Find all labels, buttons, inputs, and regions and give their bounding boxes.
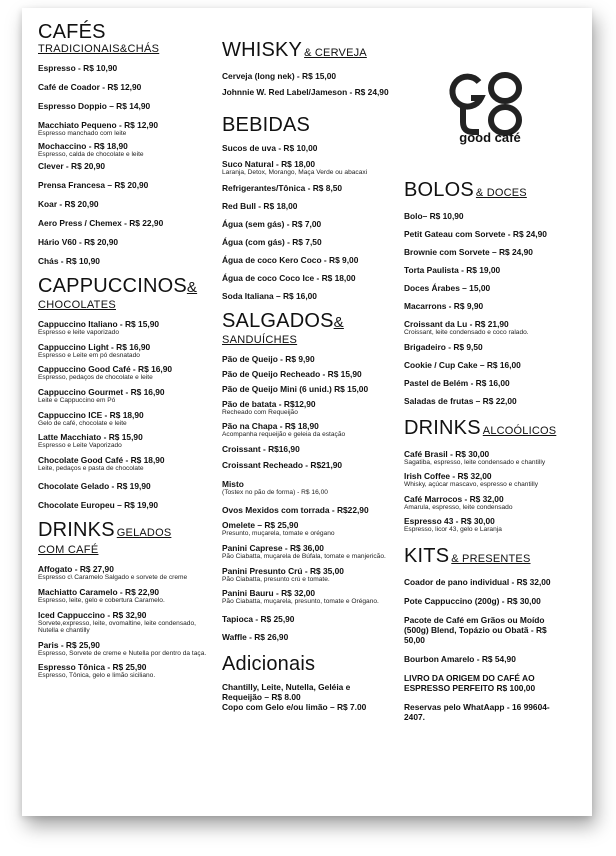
item-name-price: Latte Macchiato - R$ 15,90 [38,432,143,443]
item-name-price: Chantilly, Leite, Nutella, Geléia e Requeijão – R$ 8.00 [222,681,351,702]
menu-item [38,610,218,635]
menu-item [404,342,566,352]
menu-section [38,276,218,510]
menu-item [222,588,390,606]
item-name-price: Doces Árabes – 15,00 [404,283,491,293]
menu-item [222,143,390,153]
menu-item [38,410,218,428]
item-list [38,319,218,510]
menu-section [404,180,566,406]
item-description: Espresso, Sorvete de creme e Nutella por dentro da taça. [38,649,207,657]
item-name-price: Brownie com Sorvete – R$ 24,90 [404,247,533,257]
section-title-text: SALGADOS [222,309,334,332]
menu-item [222,460,390,470]
item-description: Espresso, pedaços de chocolate e leite [38,374,153,382]
menu-section [222,40,390,97]
menu-item [38,342,218,360]
menu-item [38,120,218,138]
section-title [222,654,390,674]
menu-section [222,654,390,712]
menu-item [404,702,566,722]
menu-item [222,255,390,265]
item-name-price: Affogato - R$ 27,90 [38,564,114,575]
item-description: Whisky, açúcar mascavo, espresso e chantilly [404,481,538,489]
section-title [38,22,218,42]
menu-item [404,319,566,337]
section-subtitle-line2: COM CAFÉ [38,544,99,557]
item-name-price: Suco Natural - R$ 18,00 [222,159,316,169]
section-title-tail: & [186,279,198,297]
item-description: Espresso, licor 43, gelo e Laranja [404,526,502,534]
menu-item [222,291,390,301]
menu-item [38,82,218,92]
item-list [222,682,390,712]
menu-item [404,378,566,388]
menu-item [38,662,218,680]
item-name-price: Cappuccino ICE - R$ 18,90 [38,409,144,420]
item-name-price: Petit Gateau com Sorvete - R$ 24,90 [404,229,547,239]
item-list [222,71,390,97]
menu-item [38,101,218,111]
menu-item [222,399,390,417]
item-description: Leite e Cappuccino em Pó [38,396,116,404]
item-name-price: Croissant - R$16,90 [222,443,300,454]
menu-item [222,183,390,193]
item-name-price: Soda Italiana – R$ 16,00 [222,290,317,301]
item-name-price: Tapioca - R$ 25,90 [222,613,295,624]
menu-item [404,229,566,239]
item-description: Gelo de café, chocolate e leite [38,419,127,427]
item-list [404,211,566,406]
section-subtitle: CHOCOLATES [38,299,116,312]
menu-item [222,219,390,229]
item-name-price: Johnnie W. Red Label/Jameson - R$ 24,90 [222,87,389,97]
menu-item [404,471,566,489]
menu-item [222,201,390,211]
item-description: Acompanha requeijão e geleia da estação [222,431,346,439]
menu-item [222,273,390,283]
menu-item [38,500,218,510]
menu-item [404,673,566,693]
menu-item [404,360,566,370]
menu-item [404,396,566,406]
item-name-price: Espresso Doppio – R$ 14,90 [38,101,151,111]
section-title-text: DRINKS [404,416,481,439]
section-title [404,180,566,203]
menu-item [38,481,218,491]
section-title [404,418,566,441]
item-description: Espresso, Tônica, gelo e limão siciliano. [38,672,156,680]
item-name-price: Brigadeiro - R$ 9,50 [404,341,483,352]
menu-item [404,494,566,512]
menu-item [222,384,390,394]
item-description: Leite, pedaços e pasta de chocolate [38,464,144,472]
item-name-price: Panini Presunto Crú - R$ 35,00 [222,565,344,576]
menu-item [404,283,566,293]
menu-item [222,71,390,81]
item-description: Sagatiba, espresso, leite condensado e chantilly [404,458,546,466]
item-name-price: Waffle - R$ 26,90 [222,631,289,642]
item-name-price: Koar - R$ 20,90 [38,199,99,210]
item-description: Croissant, leite condensado e coco ralado. [404,329,529,336]
section-subtitle: SANDUÍCHES [222,333,298,346]
menu-item [222,369,390,379]
item-name-price: Pote Cappuccino (200g) - R$ 30,00 [404,595,541,606]
menu-item [38,237,218,247]
menu-item [222,702,390,712]
item-name-price: Espresso - R$ 10,90 [38,63,118,73]
menu-item [404,516,566,534]
item-name-price: Cookie / Cup Cake – R$ 16,00 [404,359,521,370]
menu-item [404,596,566,606]
item-name-price: Chocolate Good Café - R$ 18,90 [38,454,165,465]
menu-item [222,520,390,538]
item-name-price: Misto [222,478,244,489]
item-description: Espresso, leite, gelo e cobertura Caramelo. [38,596,165,604]
item-name-price: Café de Coador - R$ 12,90 [38,82,142,92]
section-title [38,276,218,298]
menu-item [222,479,390,497]
section-title [222,115,390,135]
section-title-text: CAFÉS [38,21,106,43]
menu-section [38,520,218,680]
item-name-price: Pão de Queijo - R$ 9,90 [222,353,315,364]
menu-section [38,22,218,266]
section-title-text: DRINKS [38,519,115,542]
item-description: Espresso manchado com leite [38,130,127,137]
section-title [222,311,390,333]
item-description: Amarula, espresso, leite condensado [404,503,513,511]
item-name-price: Sucos de uva - R$ 10,00 [222,143,318,153]
item-name-price: Panini Bauru - R$ 32,00 [222,588,316,599]
item-name-price: Espresso 43 - R$ 30,00 [404,516,495,527]
item-name-price: Panini Caprese - R$ 36,00 [222,542,324,553]
menu-item [222,505,390,515]
menu-item [38,256,218,266]
item-name-price: Iced Cappuccino - R$ 32,90 [38,609,147,620]
item-name-price: Pão na Chapa - R$ 18,90 [222,421,319,432]
menu-item [38,218,218,228]
menu-item [38,161,218,171]
menu-item [38,455,218,473]
item-description: Laranja, Detox, Morango, Maça Verde ou abacaxi [222,169,368,176]
item-name-price: Red Bull - R$ 18,00 [222,200,298,211]
menu-item [38,387,218,405]
item-name-price: Clever - R$ 20,90 [38,161,106,172]
menu-section [404,418,566,534]
menu-item [38,319,218,337]
menu-item [404,211,566,221]
item-name-price: Coador de pano individual - R$ 32,00 [404,576,551,587]
item-list [222,143,390,301]
item-description: Espresso e leite vaporizado [38,329,120,337]
menu-item [404,301,566,311]
item-name-price: Torta Paulista - R$ 19,00 [404,265,501,275]
menu-item [222,159,390,177]
item-name-price: Pão de Queijo Recheado - R$ 15,90 [222,368,362,379]
section-subtitle: & DOCES [475,187,527,199]
item-name-price: Água (com gás) - R$ 7,50 [222,236,322,247]
section-title [38,520,218,543]
section-subtitle: TRADICIONAIS&CHÁS [38,43,160,55]
section-title [404,546,566,569]
menu-item [38,63,218,73]
menu-item [222,354,390,364]
item-list [38,564,218,680]
item-description: Espresso, calda de chocolate e leite [38,150,144,158]
item-name-price: Croissant Recheado - R$21,90 [222,459,343,470]
item-name-price: Omelete – R$ 25,90 [222,520,299,531]
column-middle [222,40,390,712]
menu-section [404,546,566,722]
logo-text: good café [459,130,521,145]
menu-item [222,566,390,584]
item-name-price: Pastel de Belém - R$ 16,00 [404,377,510,388]
menu-item [38,564,218,582]
item-name-price: Pão de batata - R$12,90 [222,398,316,409]
menu-item [38,432,218,450]
item-description: Presunto, muçarela, tomate e orégano [222,530,335,538]
menu-item [222,87,390,97]
item-name-price: Bolo– R$ 10,90 [404,211,464,221]
section-title [222,40,390,63]
item-name-price: Ovos Mexidos com torrada - R$22,90 [222,505,369,516]
item-description: Espresso e Leite em pó desnatado [38,351,140,359]
item-name-price: Macchiato Pequeno - R$ 12,90 [38,120,159,130]
menu-item [38,364,218,382]
item-name-price: Café Marrocos - R$ 32,00 [404,493,504,504]
menu-item [404,577,566,587]
item-description: (Tostex no pão de forma) - R$ 16,00 [222,488,328,496]
item-name-price: Cerveja (long nek) - R$ 15,00 [222,71,337,81]
column-right [404,180,566,722]
menu-item [404,654,566,664]
item-name-price: Hário V60 - R$ 20,90 [38,237,119,248]
menu-item [222,543,390,561]
item-description: Pão Ciabatta, muçarela, presunto, tomate e Orégano. [222,598,379,606]
item-name-price: Irish Coffee - R$ 32,00 [404,471,492,482]
section-subtitle: GELADOS [116,527,172,540]
item-name-price: Água de coco Coco Ice - R$ 18,00 [222,272,356,283]
item-name-price: Bourbon Amarelo - R$ 54,90 [404,653,516,664]
item-description: Recheado com Requeijão [222,408,298,416]
section-subtitle: ALCOÓLICOS [482,424,557,437]
item-name-price: Pão de Queijo Mini (6 unid.) R$ 15,00 [222,383,369,394]
section-subtitle: & PRESENTES [451,552,531,565]
item-name-price: Copo com Gelo e/ou limão – R$ 7.00 [222,701,367,712]
menu-item [222,632,390,642]
item-name-price: Reservas pelo WhatAapp - 16 99604-2407. [404,701,550,722]
item-name-price: Mochaccino - R$ 18,90 [38,140,128,151]
item-name-price: Machiatto Caramelo - R$ 22,90 [38,586,160,597]
item-description: Sorvete,expresso, leite, ovomaltine, leite condensado, Nutella e chantilly [38,619,196,635]
menu-item [222,237,390,247]
section-title-text: BOLOS [404,179,474,201]
section-subtitle: & CERVEJA [304,47,367,59]
menu-item [38,199,218,209]
menu-item [38,587,218,605]
item-name-price: Aero Press / Chemex - R$ 22,90 [38,218,164,229]
item-description: Espresso e Leite Vaporizado [38,442,122,450]
menu-item [404,247,566,257]
item-name-price: Água (sem gás) - R$ 7,00 [222,218,322,229]
menu-item [222,444,390,454]
section-title-text: BEBIDAS [222,114,311,136]
menu-item [38,180,218,190]
item-name-price: Macarrons - R$ 9,90 [404,301,484,311]
section-title-tail: & [333,313,344,331]
item-list [404,449,566,534]
item-description: Pão Ciabatta, muçarela de Búfala, tomate e manjericão. [222,552,386,560]
section-title-text: KITS [404,544,450,567]
menu-item [222,682,390,702]
item-list [38,63,218,266]
menu-section [222,311,390,642]
item-name-price: Cappuccino Italiano - R$ 15,90 [38,319,160,330]
menu-item [38,141,218,159]
item-name-price: Refrigerantes/Tônica - R$ 8,50 [222,182,343,193]
item-name-price: Pacote de Café em Grãos ou Moído (500g) Blend, Topázio ou Obatã - R$ 50,00 [404,614,547,645]
item-name-price: LIVRO DA ORIGEM DO CAFÉ AO ESPRESSO PERFEITO R$ 100,00 [404,672,536,693]
item-name-price: Café Brasil - R$ 30,00 [404,448,490,459]
item-name-price: Água de coco Kero Coco - R$ 9,00 [222,254,359,265]
menu-item [222,614,390,624]
column-left [38,22,218,680]
section-title-text: CAPPUCCINOS [38,275,187,298]
item-name-price: Prensa Francesa – R$ 20,90 [38,180,149,191]
item-name-price: Croissant da Lu - R$ 21,90 [404,319,509,329]
item-name-price: Chocolate Gelado - R$ 19,90 [38,481,151,492]
item-list [404,577,566,722]
item-list [222,354,390,642]
item-name-price: Cappuccino Good Café - R$ 16,90 [38,364,173,375]
menu-item [38,640,218,658]
item-name-price: Saladas de frutas – R$ 22,00 [404,395,517,406]
item-name-price: Cappuccino Light - R$ 16,90 [38,341,151,352]
menu-section [222,115,390,301]
item-description: Espresso c\ Caramelo Salgado e sorvete de creme [38,574,188,582]
item-name-price: Paris - R$ 25,90 [38,639,100,650]
menu-item [404,615,566,645]
menu-item [222,421,390,439]
item-name-price: Chás - R$ 10,90 [38,256,100,267]
menu-item [404,449,566,467]
menu-item [404,265,566,275]
section-title-text: Adicionais [222,652,316,675]
item-name-price: Espresso Tônica - R$ 25,90 [38,662,147,673]
item-name-price: Cappuccino Gourmet - R$ 16,90 [38,386,165,397]
item-description: Pão Ciabatta, presunto crú e tomate. [222,575,330,583]
item-name-price: Chocolate Europeu – R$ 19,90 [38,500,159,511]
section-title-text: WHISKY [222,39,303,61]
